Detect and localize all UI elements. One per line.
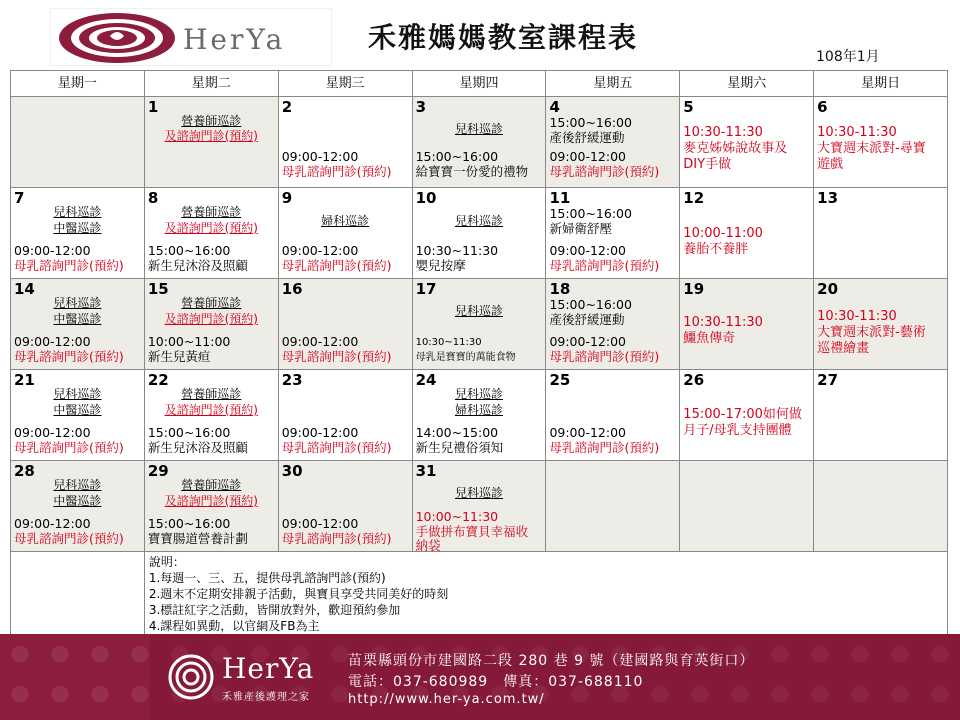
- session-time: 15:00~16:00: [147, 425, 231, 440]
- visit-label: 婦科巡診: [455, 403, 504, 417]
- activity-name: 大寶週末派對-藝術: [817, 325, 926, 340]
- visit-label: 及諮詢門診(預約): [164, 403, 258, 417]
- visit-label: 營養師巡診: [181, 114, 242, 128]
- day-cell: [145, 370, 279, 461]
- visit-label: 兒科巡診: [53, 478, 102, 492]
- day-cell: [279, 188, 413, 279]
- day-cell: [814, 97, 948, 188]
- day-number: 10: [415, 189, 437, 207]
- day-number: 5: [683, 98, 694, 116]
- session-desc: 母乳諮詢門診(預約): [281, 440, 392, 455]
- weekday-header: 星期四: [413, 71, 547, 97]
- footer-phone: 電話：037-680989 傳真：037-688110: [348, 674, 644, 690]
- day-number: 28: [14, 462, 35, 480]
- week-row: [11, 97, 948, 188]
- session-time: 09:00-12:00: [549, 243, 626, 258]
- rose-logo-icon: [55, 11, 179, 65]
- header-logo: [50, 8, 332, 66]
- session-time: 09:00-12:00: [281, 334, 359, 349]
- day-number: 29: [147, 462, 169, 480]
- visit-label: 中醫巡診: [53, 221, 102, 235]
- day-cell: [814, 188, 948, 279]
- weekday-header-row: [11, 71, 948, 97]
- day-cell: [546, 97, 680, 188]
- visit-label: 中醫巡診: [53, 403, 102, 417]
- session-desc: 新生兒沐浴及照顧: [147, 440, 248, 455]
- visit-label: 及諮詢門診(預約): [164, 494, 258, 508]
- session-time: 09:00-12:00: [549, 334, 626, 349]
- day-number: 16: [281, 280, 303, 298]
- week-row: [11, 188, 948, 279]
- visit-label: 及諮詢門診(預約): [164, 221, 258, 235]
- session-desc: 寶寶腸道營養計劃: [147, 531, 248, 546]
- day-number: 12: [683, 189, 705, 207]
- session-time: 15:00~16:00: [147, 516, 231, 531]
- notes-row: [11, 552, 948, 640]
- session-desc: 母乳諮詢門診(預約): [14, 258, 124, 273]
- day-cell: [279, 279, 413, 370]
- activity-name: 巡禮繪畫: [817, 341, 870, 356]
- day-cell: [814, 370, 948, 461]
- session-time: 09:00-12:00: [14, 243, 91, 258]
- note-item: 2.週末不定期安排親子活動，與寶貝享受共同美好的時刻: [148, 587, 449, 601]
- activity-name: 大寶週末派對-尋寶: [817, 141, 926, 156]
- day-number: 8: [147, 189, 159, 207]
- day-number: 6: [817, 98, 828, 116]
- day-number: 20: [817, 280, 839, 298]
- day-cell: [413, 370, 547, 461]
- day-number: 19: [683, 280, 705, 298]
- activity-time: 15:00~16:00: [549, 115, 632, 130]
- notes-spacer: [11, 552, 145, 640]
- visit-label: 兒科巡診: [53, 296, 102, 310]
- day-cell: [413, 188, 547, 279]
- day-number: 24: [415, 371, 437, 389]
- day-cell: [680, 279, 814, 370]
- day-number: 30: [281, 462, 303, 480]
- weekday-header: 星期五: [546, 71, 680, 97]
- visit-label: 及諮詢門診(預約): [164, 312, 258, 326]
- note-item: 3.標註紅字之活動，皆開放對外，歡迎預約參加: [148, 603, 401, 617]
- session-desc: 母乳諮詢門診(預約): [281, 531, 392, 546]
- day-cell: [413, 461, 547, 552]
- session-desc: 母乳諮詢門診(預約): [281, 349, 392, 364]
- activity-time: 10:30-11:30: [683, 315, 763, 330]
- day-cell: [11, 279, 145, 370]
- visit-label: 兒科巡診: [53, 205, 102, 219]
- visit-label: 兒科巡診: [455, 122, 504, 136]
- session-time: 09:00-12:00: [549, 149, 626, 164]
- session-time: 09:00-12:00: [14, 425, 91, 440]
- activity-time: 15:00~16:00: [549, 206, 632, 221]
- empty-day-cell: [680, 461, 814, 552]
- session-desc: 母乳是寶寶的萬能食物: [415, 352, 516, 363]
- footer-address: 苗栗縣頭份市建國路二段 280 巷 9 號（建國路與育英街口）: [348, 653, 755, 669]
- session-desc: 新生兒沐浴及照顧: [147, 258, 248, 273]
- week-row: [11, 461, 948, 552]
- session-desc: 母乳諮詢門診(預約): [281, 164, 392, 179]
- day-number: 13: [817, 189, 839, 207]
- activity-name: 鱷魚傳奇: [683, 331, 736, 346]
- activity-name: 遊戲: [817, 157, 844, 172]
- day-cell: [814, 279, 948, 370]
- day-cell: [279, 370, 413, 461]
- session-time: 15:00~16:00: [147, 243, 231, 258]
- visit-label: 兒科巡診: [455, 486, 504, 500]
- visit-label: 兒科巡診: [53, 387, 102, 401]
- day-cell: [680, 188, 814, 279]
- visit-label: 兒科巡診: [455, 387, 504, 401]
- activity-time: 10:30-11:30: [817, 125, 897, 140]
- day-number: 15: [147, 280, 169, 298]
- day-number: 22: [147, 371, 169, 389]
- day-cell: [279, 97, 413, 188]
- month-label: 108年1月: [816, 49, 880, 65]
- visit-label: 營養師巡診: [181, 387, 242, 401]
- session-desc: 母乳諮詢門診(預約): [14, 349, 124, 364]
- day-cell: [546, 188, 680, 279]
- visit-label: 中醫巡診: [53, 494, 102, 508]
- session-desc: 母乳諮詢門診(預約): [549, 164, 660, 179]
- visit-label: 婦科巡診: [321, 214, 370, 228]
- activity-name: 納袋: [415, 538, 441, 552]
- day-number: 18: [549, 280, 571, 298]
- day-cell: [546, 279, 680, 370]
- day-cell: [546, 370, 680, 461]
- activity-name: 產後舒緩運動: [549, 312, 625, 327]
- footer-brand: HerYa: [222, 652, 315, 685]
- visit-label: 營養師巡診: [181, 478, 242, 492]
- day-cell: [279, 461, 413, 552]
- day-number: 11: [549, 189, 571, 207]
- week-row: [11, 370, 948, 461]
- footer-website-link[interactable]: http://www.her-ya.com.tw/: [348, 692, 545, 707]
- notes-title: 說明：: [148, 555, 185, 569]
- day-number: 1: [147, 98, 159, 116]
- session-time: 10:30~11:30: [415, 337, 482, 348]
- day-cell: [145, 279, 279, 370]
- day-number: 31: [415, 462, 437, 480]
- notes-box: [145, 552, 948, 640]
- visit-label: 兒科巡診: [455, 214, 504, 228]
- day-number: 17: [415, 280, 437, 298]
- weekday-header: 星期二: [145, 71, 279, 97]
- session-desc: 新生兒禮俗須知: [415, 440, 504, 455]
- day-cell: [11, 370, 145, 461]
- day-cell: [145, 461, 279, 552]
- page-title: 禾雅媽媽教室課程表: [368, 21, 639, 54]
- calendar-table: [10, 70, 948, 640]
- day-number: 23: [281, 371, 303, 389]
- session-desc: 母乳諮詢門診(預約): [14, 531, 124, 546]
- day-number: 21: [14, 371, 35, 389]
- empty-day-cell: [814, 461, 948, 552]
- session-time: 10:00~11:00: [147, 334, 231, 349]
- activity-time: 10:00~11:30: [415, 509, 499, 524]
- visit-label: 營養師巡診: [181, 205, 242, 219]
- activity-name: 養胎不養胖: [683, 242, 749, 257]
- day-number: 14: [14, 280, 35, 298]
- activity-name: 手做拼布寶貝幸福收: [415, 524, 529, 539]
- footer-brand-sub: 禾雅產後護理之家: [222, 692, 310, 703]
- activity-time: 15:00~16:00: [549, 297, 632, 312]
- weekday-header: 星期一: [11, 71, 145, 97]
- day-number: 26: [683, 371, 705, 389]
- day-cell: [680, 97, 814, 188]
- day-number: 9: [281, 189, 293, 207]
- activity-name: 麥克姊姊說故事及: [683, 141, 788, 156]
- session-time: 15:00~16:00: [415, 149, 499, 164]
- session-desc: 新生兒黃疸: [147, 349, 211, 364]
- logo-wordmark: HerYa: [183, 23, 286, 56]
- session-time: 09:00-12:00: [281, 149, 359, 164]
- activity-time: 10:30-11:30: [817, 309, 897, 324]
- day-number: 2: [281, 98, 293, 116]
- session-desc: 母乳諮詢門診(預約): [549, 349, 660, 364]
- session-time: 14:00~15:00: [415, 425, 499, 440]
- session-time: 09:00-12:00: [281, 243, 359, 258]
- session-time: 09:00-12:00: [14, 516, 91, 531]
- note-item: 4.課程如異動，以官網及FB為主: [148, 619, 320, 633]
- session-desc: 母乳諮詢門診(預約): [549, 258, 660, 273]
- session-time: 09:00-12:00: [281, 425, 359, 440]
- day-number: 7: [14, 189, 25, 207]
- day-cell: [680, 370, 814, 461]
- activity-time: 10:30-11:30: [683, 125, 763, 140]
- week-row: [11, 279, 948, 370]
- day-number: 25: [549, 371, 571, 389]
- activity-time: 15:00-17:00如何做: [683, 407, 802, 422]
- session-time: 09:00-12:00: [281, 516, 359, 531]
- activity-name: 月子/母乳支持團體: [683, 423, 792, 438]
- session-time: 10:30~11:30: [415, 243, 499, 258]
- weekday-header: 星期日: [814, 71, 948, 97]
- session-desc: 母乳諮詢門診(預約): [281, 258, 392, 273]
- visit-label: 營養師巡診: [181, 296, 242, 310]
- activity-name: 產後舒緩運動: [549, 130, 625, 145]
- note-item: 1.每週一、三、五，提供母乳諮詢門診(預約): [148, 571, 386, 585]
- visit-label: 兒科巡診: [455, 304, 504, 318]
- day-cell: [145, 97, 279, 188]
- weekday-header: 星期三: [279, 71, 413, 97]
- day-cell: [11, 188, 145, 279]
- empty-day-cell: [11, 97, 145, 188]
- rose-logo-icon: [168, 654, 214, 700]
- activity-time: 10:00-11:00: [683, 226, 763, 241]
- session-time: 09:00-12:00: [14, 334, 91, 349]
- session-desc: 給寶寶一份愛的禮物: [415, 164, 529, 179]
- day-cell: [413, 97, 547, 188]
- session-desc: 母乳諮詢門診(預約): [549, 440, 660, 455]
- day-cell: [413, 279, 547, 370]
- visit-label: 及諮詢門診(預約): [164, 129, 258, 143]
- empty-day-cell: [546, 461, 680, 552]
- day-number: 4: [549, 98, 560, 116]
- day-cell: [11, 461, 145, 552]
- session-desc: 母乳諮詢門診(預約): [14, 440, 124, 455]
- session-time: 09:00-12:00: [549, 425, 626, 440]
- activity-name: 新婦衛舒壓: [549, 221, 612, 236]
- activity-name: DIY手做: [683, 157, 732, 172]
- day-number: 3: [415, 98, 427, 116]
- session-desc: 嬰兒按摩: [415, 258, 466, 273]
- day-cell: [145, 188, 279, 279]
- day-number: 27: [817, 371, 839, 389]
- visit-label: 中醫巡診: [53, 312, 102, 326]
- weekday-header: 星期六: [680, 71, 814, 97]
